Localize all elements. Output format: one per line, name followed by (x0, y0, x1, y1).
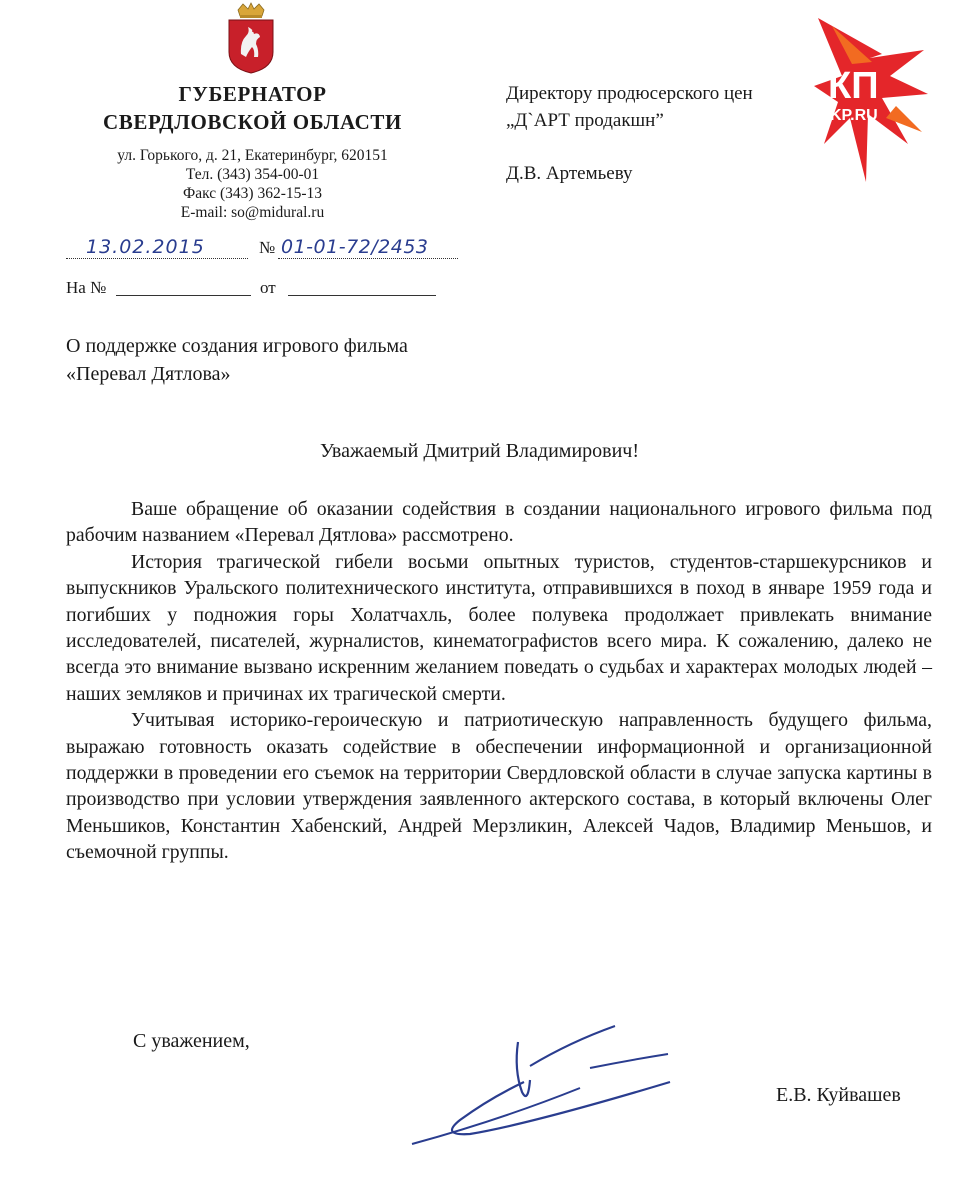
reference-number-blank (116, 295, 251, 296)
sender-phone: Тел. (343) 354-00-01 (185, 166, 320, 183)
number-dotted-line (278, 258, 458, 259)
letter-subject (66, 332, 408, 388)
signer-name: Е.В. Куйвашев (776, 1084, 901, 1106)
sender-address: ул. Горького, д. 21, Екатеринбург, 620151 (117, 147, 388, 164)
recipient-line2: „Д`АРТ продакшн” (506, 110, 664, 131)
closing-phrase: С уважением, (133, 1030, 250, 1052)
sender-email: E-mail: so@midural.ru (180, 204, 325, 221)
body-paragraph-3: Учитывая историко-героическую и патриотическую направленность будущего фильма, выражаю готовность оказать содействие в обеспечении информационной и организационной поддержки в проведении его съемок на территории Свердловской области в случае запуска картины в производство при условии утверждения заявленного актерского состава, в который включены Олег Меньшиков, Константин Хабенский, Андрей Мерзликин, Алексей Чадов, Владимир Меньшов, и съемочной группы. (66, 709, 932, 864)
registration-date: 13.02.2015 (86, 236, 205, 258)
reference-line (66, 278, 446, 302)
recipient-block (506, 80, 836, 187)
reference-date-label: от (260, 278, 276, 297)
sender-fax: Факс (343) 362-15-13 (182, 185, 323, 202)
body-paragraph-2: История трагической гибели восьми опытных туристов, студентов-старшекурсников и выпускников Уральского политехнического института, отправившихся в поход в январе 1959 года и погибших у подножия горы Холатчахль, более полувека продолжает привлекать внимание исследователей, писателей, журналистов, кинематографистов всего мира. К сожалению, далеко не всегда это внимание вызвано искренним желанием поведать о судьбах и характерах молодых людей – наших земляков и причинах их трагической смерти. (66, 550, 932, 705)
greeting: Уважаемый Дмитрий Владимирович! (319, 440, 640, 462)
kp-logo-text: КП (828, 65, 879, 107)
subject-line2: «Перевал Дятлова» (66, 363, 231, 385)
handwritten-signature (410, 1020, 680, 1150)
letter-body (66, 496, 932, 866)
recipient-line1: Директору продюсерского цен (506, 83, 753, 104)
reference-date-blank (288, 295, 436, 296)
sender-title-line1: ГУБЕРНАТОР (178, 82, 327, 106)
date-dotted-line (66, 258, 248, 259)
recipient-name: Д.В. Артемьеву (506, 163, 633, 184)
coat-of-arms-emblem (226, 2, 276, 74)
kp-logo (812, 14, 932, 184)
sender-title-line2: СВЕРДЛОВСКОЙ ОБЛАСТИ (103, 110, 402, 134)
reference-number-label: На № (66, 278, 107, 297)
registration-line (66, 236, 466, 266)
sender-block (60, 80, 445, 222)
registration-number: 01-01-72/2453 (281, 236, 429, 258)
body-paragraph-1: Ваше обращение об оказании содействия в создании национального игрового фильма под рабочим названием «Перевал Дятлова» рассмотрено. (66, 498, 932, 547)
kp-logo-subtext: KP.RU (830, 107, 878, 124)
registration-number-label: № (259, 238, 276, 257)
subject-line1: О поддержке создания игрового фильма (66, 335, 408, 357)
